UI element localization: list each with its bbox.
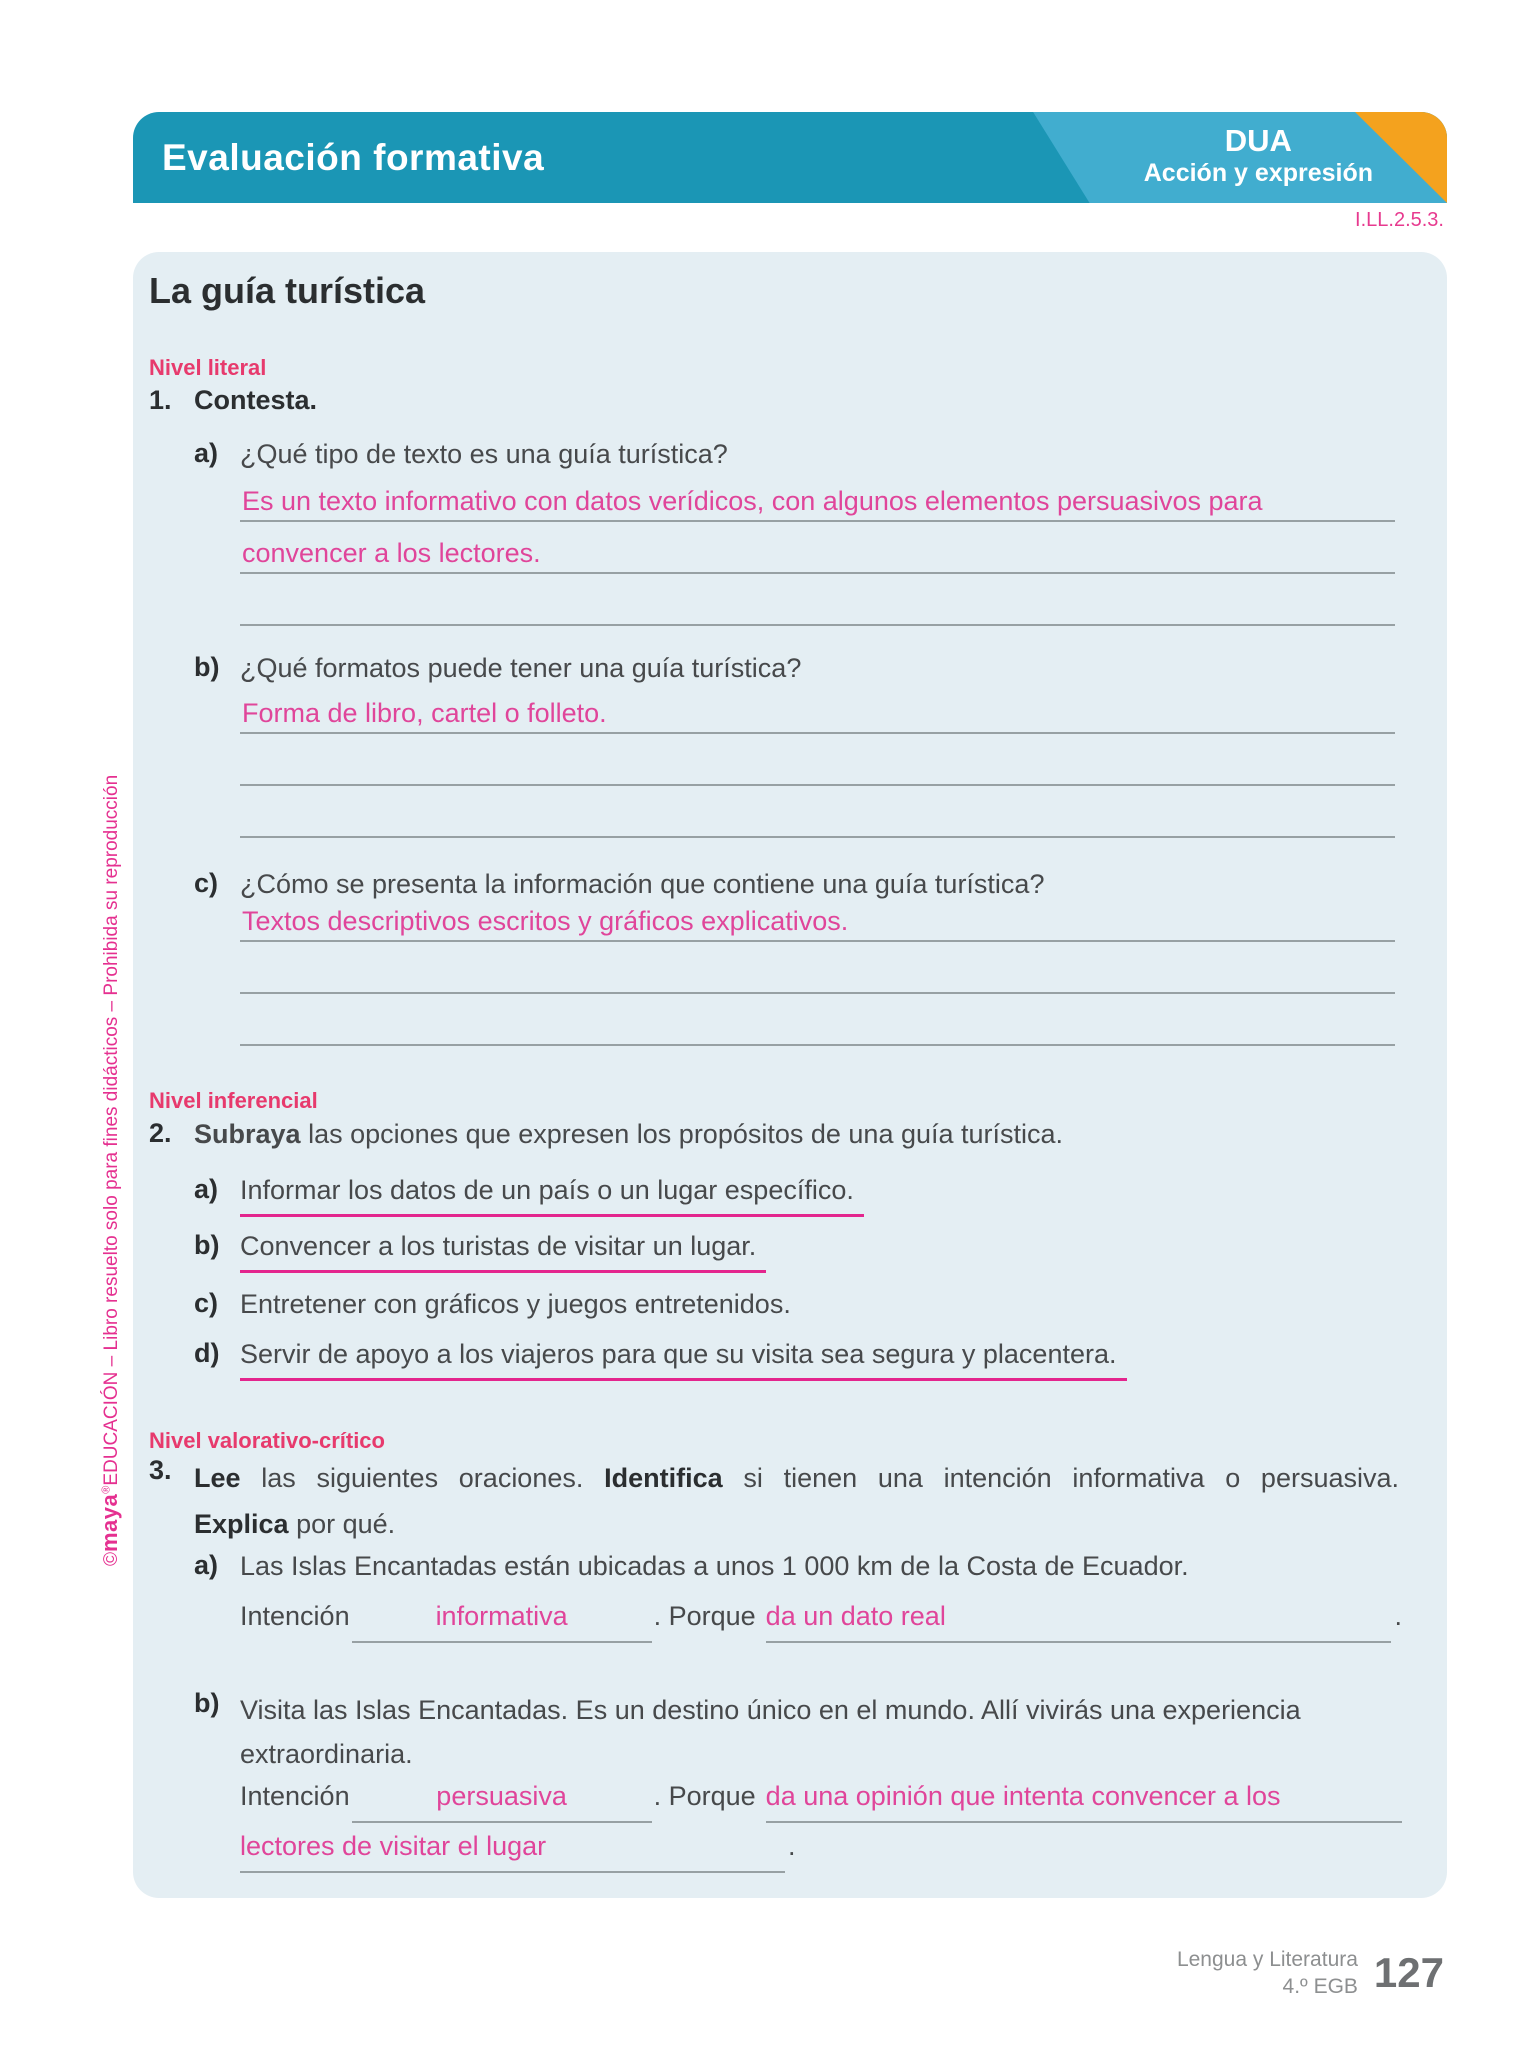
question-1a <box>194 438 728 472</box>
option-text-underlined: Informar los datos de un país o un lugar específico. <box>240 1174 864 1217</box>
worksheet-card <box>133 252 1447 1898</box>
question-3 <box>149 1455 1399 1547</box>
instruction-line-1 <box>194 1455 1399 1501</box>
header-band <box>133 112 1447 203</box>
dua-badge <box>1144 123 1373 187</box>
question-3-number: 3. <box>149 1455 172 1485</box>
intent-answer-blank <box>352 1601 652 1643</box>
brand-name: maya <box>97 1493 122 1552</box>
porque-answer-blank <box>766 1781 1402 1823</box>
item-label: c) <box>194 1288 219 1318</box>
instruction-verb: Identifica <box>604 1463 723 1493</box>
instruction-text: si tienen una intención informativa o persuasiva. <box>722 1463 1400 1493</box>
question-text: ¿Cómo se presenta la información que contiene una guía turística? <box>240 869 1045 899</box>
option-2d <box>194 1338 1127 1381</box>
answer-lines-1a <box>240 470 1395 626</box>
option-2c <box>194 1288 791 1322</box>
question-3-instruction <box>194 1455 1399 1547</box>
item-label: a) <box>194 1174 219 1204</box>
item-label: c) <box>194 868 219 898</box>
dua-title: DUA <box>1224 123 1292 158</box>
answer-line-blank <box>240 734 1395 786</box>
question-1-instruction: Contesta. <box>194 385 318 415</box>
intent-answer: persuasiva <box>436 1781 567 1811</box>
sentence-text: Visita las Islas Encantadas. Es un destino único en el mundo. Allí vivirás una experiencia extraordinaria. <box>240 1695 1301 1769</box>
intent-row-3b <box>240 1780 1402 1823</box>
option-text-underlined: Convencer a los turistas de visitar un lugar. <box>240 1230 766 1273</box>
registered-mark: ® <box>100 1485 113 1494</box>
item-label: a) <box>194 438 219 468</box>
instruction-rest: las opciones que expresen los propósitos de una guía turística. <box>300 1119 1064 1149</box>
answer-text: Textos descriptivos escritos y gráficos explicativos. <box>242 906 849 936</box>
intent-row-3b-line2 <box>240 1830 1402 1873</box>
answer-line-blank <box>240 786 1395 838</box>
page-title: Evaluación formativa <box>162 136 545 178</box>
answer-line <box>240 522 1395 574</box>
level-literal-heading: Nivel literal <box>149 355 267 380</box>
answer-line-blank <box>240 994 1395 1046</box>
instruction-verb: Explica <box>194 1509 289 1539</box>
footer-meta <box>1177 1946 1358 2001</box>
standard-code: I.LL.2.5.3. <box>1355 209 1444 231</box>
level-inferencial-heading: Nivel inferencial <box>149 1088 318 1113</box>
question-text: ¿Qué tipo de texto es una guía turística? <box>240 439 728 469</box>
page-number: 127 <box>1373 1949 1444 1997</box>
item-label: b) <box>194 652 220 682</box>
answer-text: Es un texto informativo con datos verídicos, con algunos elementos persuasivos para <box>242 486 1263 516</box>
question-text: ¿Qué formatos puede tener una guía turística? <box>240 653 802 683</box>
copyright-notice: – Libro resuelto solo para fines didácticos – Prohibida su reproducción <box>101 774 122 1372</box>
intent-row-3a <box>240 1600 1402 1643</box>
answer-lines-1c <box>240 890 1395 1046</box>
question-1 <box>149 385 317 416</box>
instruction-verb: Lee <box>194 1463 241 1493</box>
item-label: d) <box>194 1338 220 1368</box>
instruction-line-2 <box>194 1501 1399 1547</box>
sentence-period: . <box>788 1831 796 1861</box>
answer-text: convencer a los lectores. <box>242 538 541 568</box>
intent-label: Intención <box>240 1781 350 1811</box>
instruction-text: las siguientes oraciones. <box>240 1463 605 1493</box>
option-text-underlined: Servir de apoyo a los viajeros para que su visita sea segura y placentera. <box>240 1338 1127 1381</box>
question-1-number: 1. <box>149 385 172 415</box>
answer-line-blank <box>240 574 1395 626</box>
question-2 <box>149 1118 1063 1152</box>
porque-answer: da un dato real <box>765 1601 946 1631</box>
copyright-symbol: © <box>101 1552 122 1566</box>
porque-answer: da una opinión que intenta convencer a los <box>765 1781 1281 1811</box>
footer-subject: Lengua y Literatura <box>1176 1948 1358 1971</box>
item-label: b) <box>194 1230 220 1260</box>
option-2a <box>194 1174 864 1217</box>
answer-text: Forma de libro, cartel o folleto. <box>242 698 607 728</box>
sentence-3b <box>194 1688 1448 1776</box>
porque-label: . Porque <box>653 1601 756 1631</box>
option-text: Entretener con gráficos y juegos entretenidos. <box>240 1289 791 1319</box>
dua-subtitle: Acción y expresión <box>1143 158 1373 187</box>
sentence-period: . <box>1394 1601 1402 1631</box>
porque-answer-blank <box>766 1601 1392 1643</box>
answer-line <box>240 470 1395 522</box>
instruction-text: por qué. <box>288 1509 396 1539</box>
sentence-3a <box>194 1550 1189 1584</box>
sentence-text: Las Islas Encantadas están ubicadas a unos 1 000 km de la Costa de Ecuador. <box>240 1551 1189 1581</box>
answer-line <box>240 890 1395 942</box>
question-1b <box>194 652 801 686</box>
level-critico-heading: Nivel valorativo-crítico <box>149 1428 385 1453</box>
item-label: a) <box>194 1550 219 1580</box>
worksheet-title: La guía turística <box>149 270 426 311</box>
answer-line <box>240 682 1395 734</box>
porque-answer-blank-2 <box>240 1831 785 1873</box>
option-2b <box>194 1230 766 1273</box>
porque-label: . Porque <box>653 1781 756 1811</box>
answer-line-blank <box>240 942 1395 994</box>
answer-lines-1b <box>240 682 1395 838</box>
porque-answer-line2: lectores de visitar el lugar <box>240 1831 547 1861</box>
copyright-sidebar <box>97 775 123 1566</box>
footer-grade: 4.º EGB <box>1282 1975 1358 1999</box>
page-footer <box>1177 1946 1444 2001</box>
intent-answer: informativa <box>435 1601 568 1631</box>
item-label: b) <box>194 1688 220 1718</box>
publisher-name: EDUCACIÓN <box>101 1371 122 1486</box>
intent-answer-blank <box>352 1781 652 1823</box>
question-2-number: 2. <box>149 1118 172 1148</box>
intent-label: Intención <box>240 1601 350 1631</box>
question-2-instruction <box>194 1118 1063 1152</box>
instruction-verb: Subraya <box>194 1119 301 1149</box>
